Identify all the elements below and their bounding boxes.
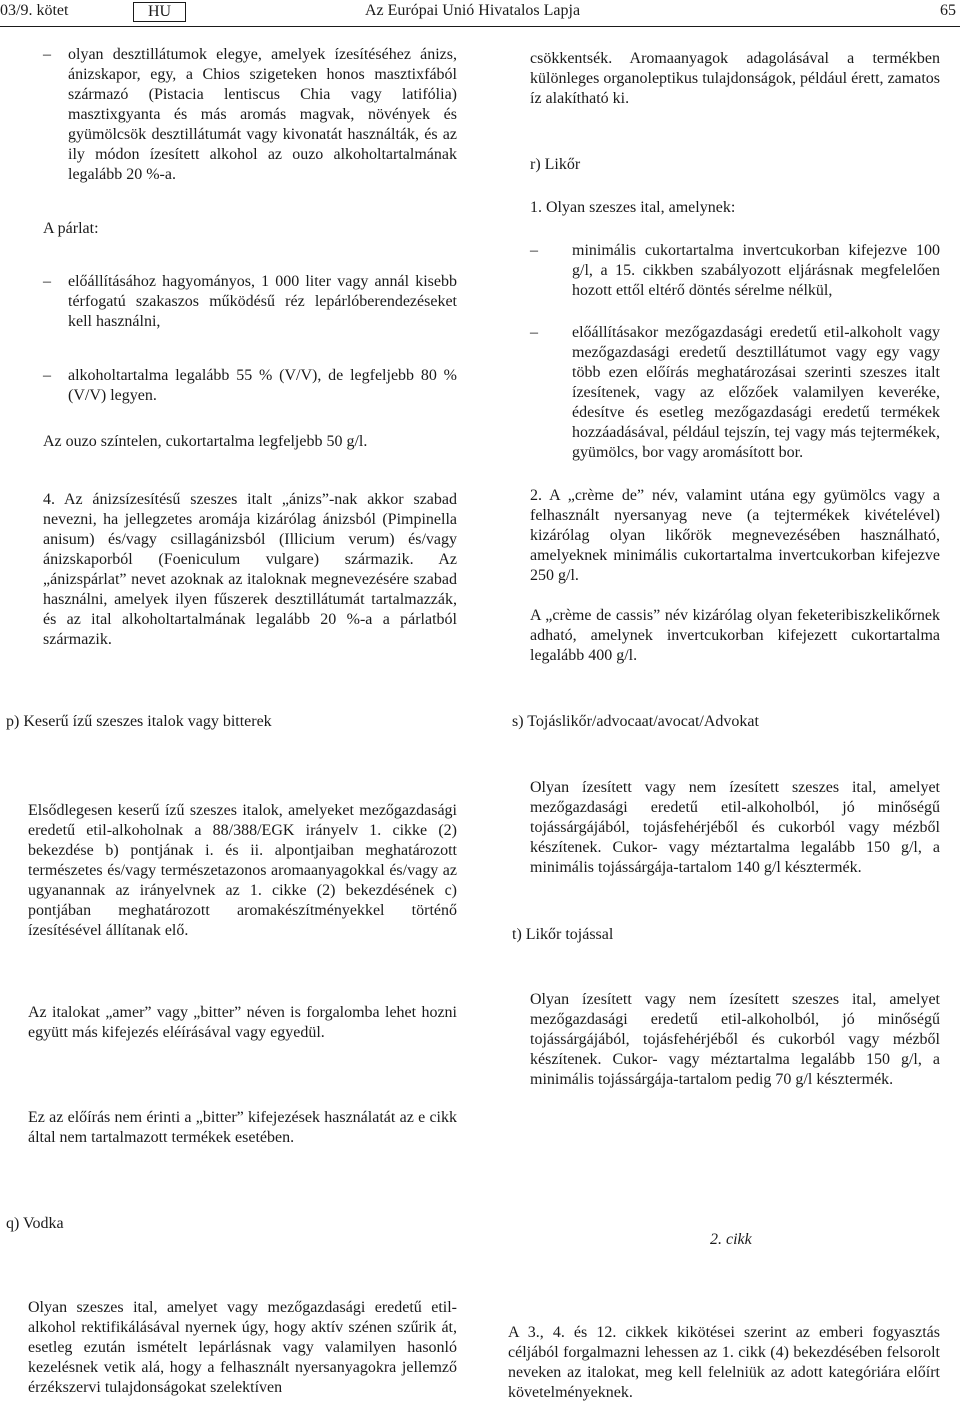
section-r-heading: r) Likőr: [530, 156, 581, 173]
continuation-text: csökkentsék. Aromaanyagok adagolásával a termékben különleges organoleptikus tulajdonságok, például érett, zamatos íz alakítható ki.: [530, 50, 940, 107]
dash-marker: –: [43, 46, 51, 63]
r-dash-production: előállításakor mezőgazdasági eredetű etil-alkoholt vagy mezőgazdasági eredetű desztillátumot vagy egy vagy több ezen előírás meghatározásai szerinti szeszes italt ízesítenek, vagy az előzőek valamilyen keveréke, édesítve és esetleg mezőgazdasági eredetű termékek hozzáadásával, például tejszín, tej vagy más tejtermékek, gyümölcs, bor vagy aromásított bor.: [572, 324, 940, 461]
section-t-body: Olyan ízesített vagy nem ízesített szeszes ital, amelyet mezőgazdasági eredetű etil-alkoholból, jó minőségű tojássárgájából, tojásfehérjéből és cukorból vagy mézből készítenek. Cukor- vagy méztartalma legalább 150 g/l, a minimális tojássárgája-tartalom pedig 70 g/l késztermék.: [530, 991, 940, 1088]
creme-de-cassis: A „crème de cassis” név kizárólag olyan feketeribiszkelikőrnek adható, amelynek invertcukorban kifejezett cukortartalma legalább 400 g/l.: [530, 607, 940, 664]
section-q-heading: q) Vodka: [6, 1215, 64, 1232]
parlat-label: A párlat:: [43, 220, 99, 237]
article-2-body: A 3., 4. és 12. cikkek kikötései szerint az emberi fogyasztás céljából forgalmazni lehessen az 1. cikk (4) bekezdésében felsorolt neveken az italokat, meg kell felelniük az adott kategóriára előírt követelményeknek.: [508, 1324, 940, 1401]
section-s-body: Olyan ízesített vagy nem ízesített szeszes ital, amelyet mezőgazdasági eredetű etil-alkoholból, jó minőségű tojássárgájából, tojásfehérjéből és cukorból vagy mézből készítenek. Cukor- vagy méztartalma legalább 150 g/l, a minimális tojássárgája-tartalom 140 g/l késztermék.: [530, 779, 940, 876]
dash-marker: –: [530, 324, 538, 341]
journal-title: Az Európai Unió Hivatalos Lapja: [365, 2, 581, 19]
section-t-heading: t) Likőr tojással: [512, 926, 614, 943]
r-item-2: 2. A „crème de” név, valamint utána egy gyümölcs vagy a felhasznált nyersanyag neve (a tejtermékek kivételével) kizárólag olyan likőrök megnevezésében használható, amelyeknek minimális cukortartalma invertcukorban kifejezve 250 g/l.: [530, 487, 940, 584]
dash-marker: –: [530, 242, 538, 259]
left-column: [0, 0, 480, 1399]
r-item-1: 1. Olyan szeszes ital, amelynek:: [530, 199, 736, 216]
ouzo-note: Az ouzo színtelen, cukortartalma legfeljebb 50 g/l.: [43, 433, 368, 450]
dash-marker: –: [43, 367, 51, 384]
language-badge: HU: [133, 2, 186, 22]
r-dash-sugar: minimális cukortartalma invertcukorban kifejezve 100 g/l, a 15. cikkben szabályozott eljárásnak megfelelően hozott ettől eltérő döntés sérelme nélkül,: [572, 242, 940, 299]
dash-item-ouzo-blend: olyan desztillátumok elegye, amelyek ízesítéséhez ánizs, ánizskapor, egy, a Chios szigeteken honos masztixfából származó (Pistacia lentiscus Chia vagy latifólia) masztixgyanta és más aromás magvak, növények és gyümölcsök desztillátumát vagy kivonatát használták, és az ily módon ízesített alkohol az ouzo alkoholtartalmának legalább 20 %-a.: [68, 46, 457, 183]
section-q-body: Olyan szeszes ital, amelyet vagy mezőgazdasági eredetű etil-alkohol rektifikálásával nyernek úgy, hogy aktív szénen szűrik át, esetleg ezután ismételt lepárlásnak vagy valamilyen hasonló kezelésnek vetik alá, hogy a felhasznált nyersanyagokra jellemző érzékszervi tulajdonságokat szelektíven: [28, 1299, 457, 1396]
paragraph-4: 4. Az ánizsízesítésű szeszes italt „ánizs”-nak akkor szabad nevezni, ha jellegzetes aromája kizárólag ánizsból (Pimpinella anisum) és/vagy csillagánizsból (Illicium verum) és/vagy ánizskaporból (Foeniculum vulgare) származik. Az „ánizspárlat” nevet azoknak az italoknak megnevezésére szabad használni, amelyek ilyen fűszerek desztillátumát tartalmazzák, és az ital alkoholtartalmának legalább 20 %-a a párlatból származik.: [43, 491, 457, 648]
section-p-heading: p) Keserű ízű szeszes italok vagy bitterek: [6, 713, 272, 730]
dash-marker: –: [43, 273, 51, 290]
article-2-heading: 2. cikk: [710, 1231, 752, 1248]
amer-paragraph: Az italokat „amer” vagy „bitter” néven is forgalomba lehet hozni együtt más kifejezés eléírásával vagy egyedül.: [28, 1004, 457, 1041]
dash-item-alcohol: alkoholtartalma legalább 55 % (V/V), de legfeljebb 80 % (V/V) legyen.: [68, 367, 457, 404]
dash-item-distillation: előállításához hagyományos, 1 000 liter vagy annál kisebb térfogatú szakaszos működésű réz lepárlóberendezéseket kell használni,: [68, 273, 457, 330]
section-s-heading: s) Tojáslikőr/advocaat/avocat/Advokat: [512, 713, 759, 730]
page-number: 65: [940, 2, 956, 19]
volume-ref: 03/9. kötet: [0, 2, 69, 19]
bitter-note: Ez az előírás nem érinti a „bitter” kifejezések használatát az e cikk által nem tartalmazott termékek esetében.: [28, 1109, 457, 1146]
section-p-body: Elsődlegesen keserű ízű szeszes italok, amelyeket mezőgazdasági eredetű etil-alkoholnak a 88/388/EGK irányelv 1. cikke (2) bekezdése b) pontjának i. és ii. alpontjaiban meghatározott természetes és/vagy természetazonos aromaanyagokkal és/vagy az ugyanannak az irányelvnek az 1. cikke (2) bekezdésének c) pontjában meghatározott aromakészítményekkel történő ízesítésével állítanak elő.: [28, 802, 457, 939]
right-column: [480, 0, 960, 1399]
